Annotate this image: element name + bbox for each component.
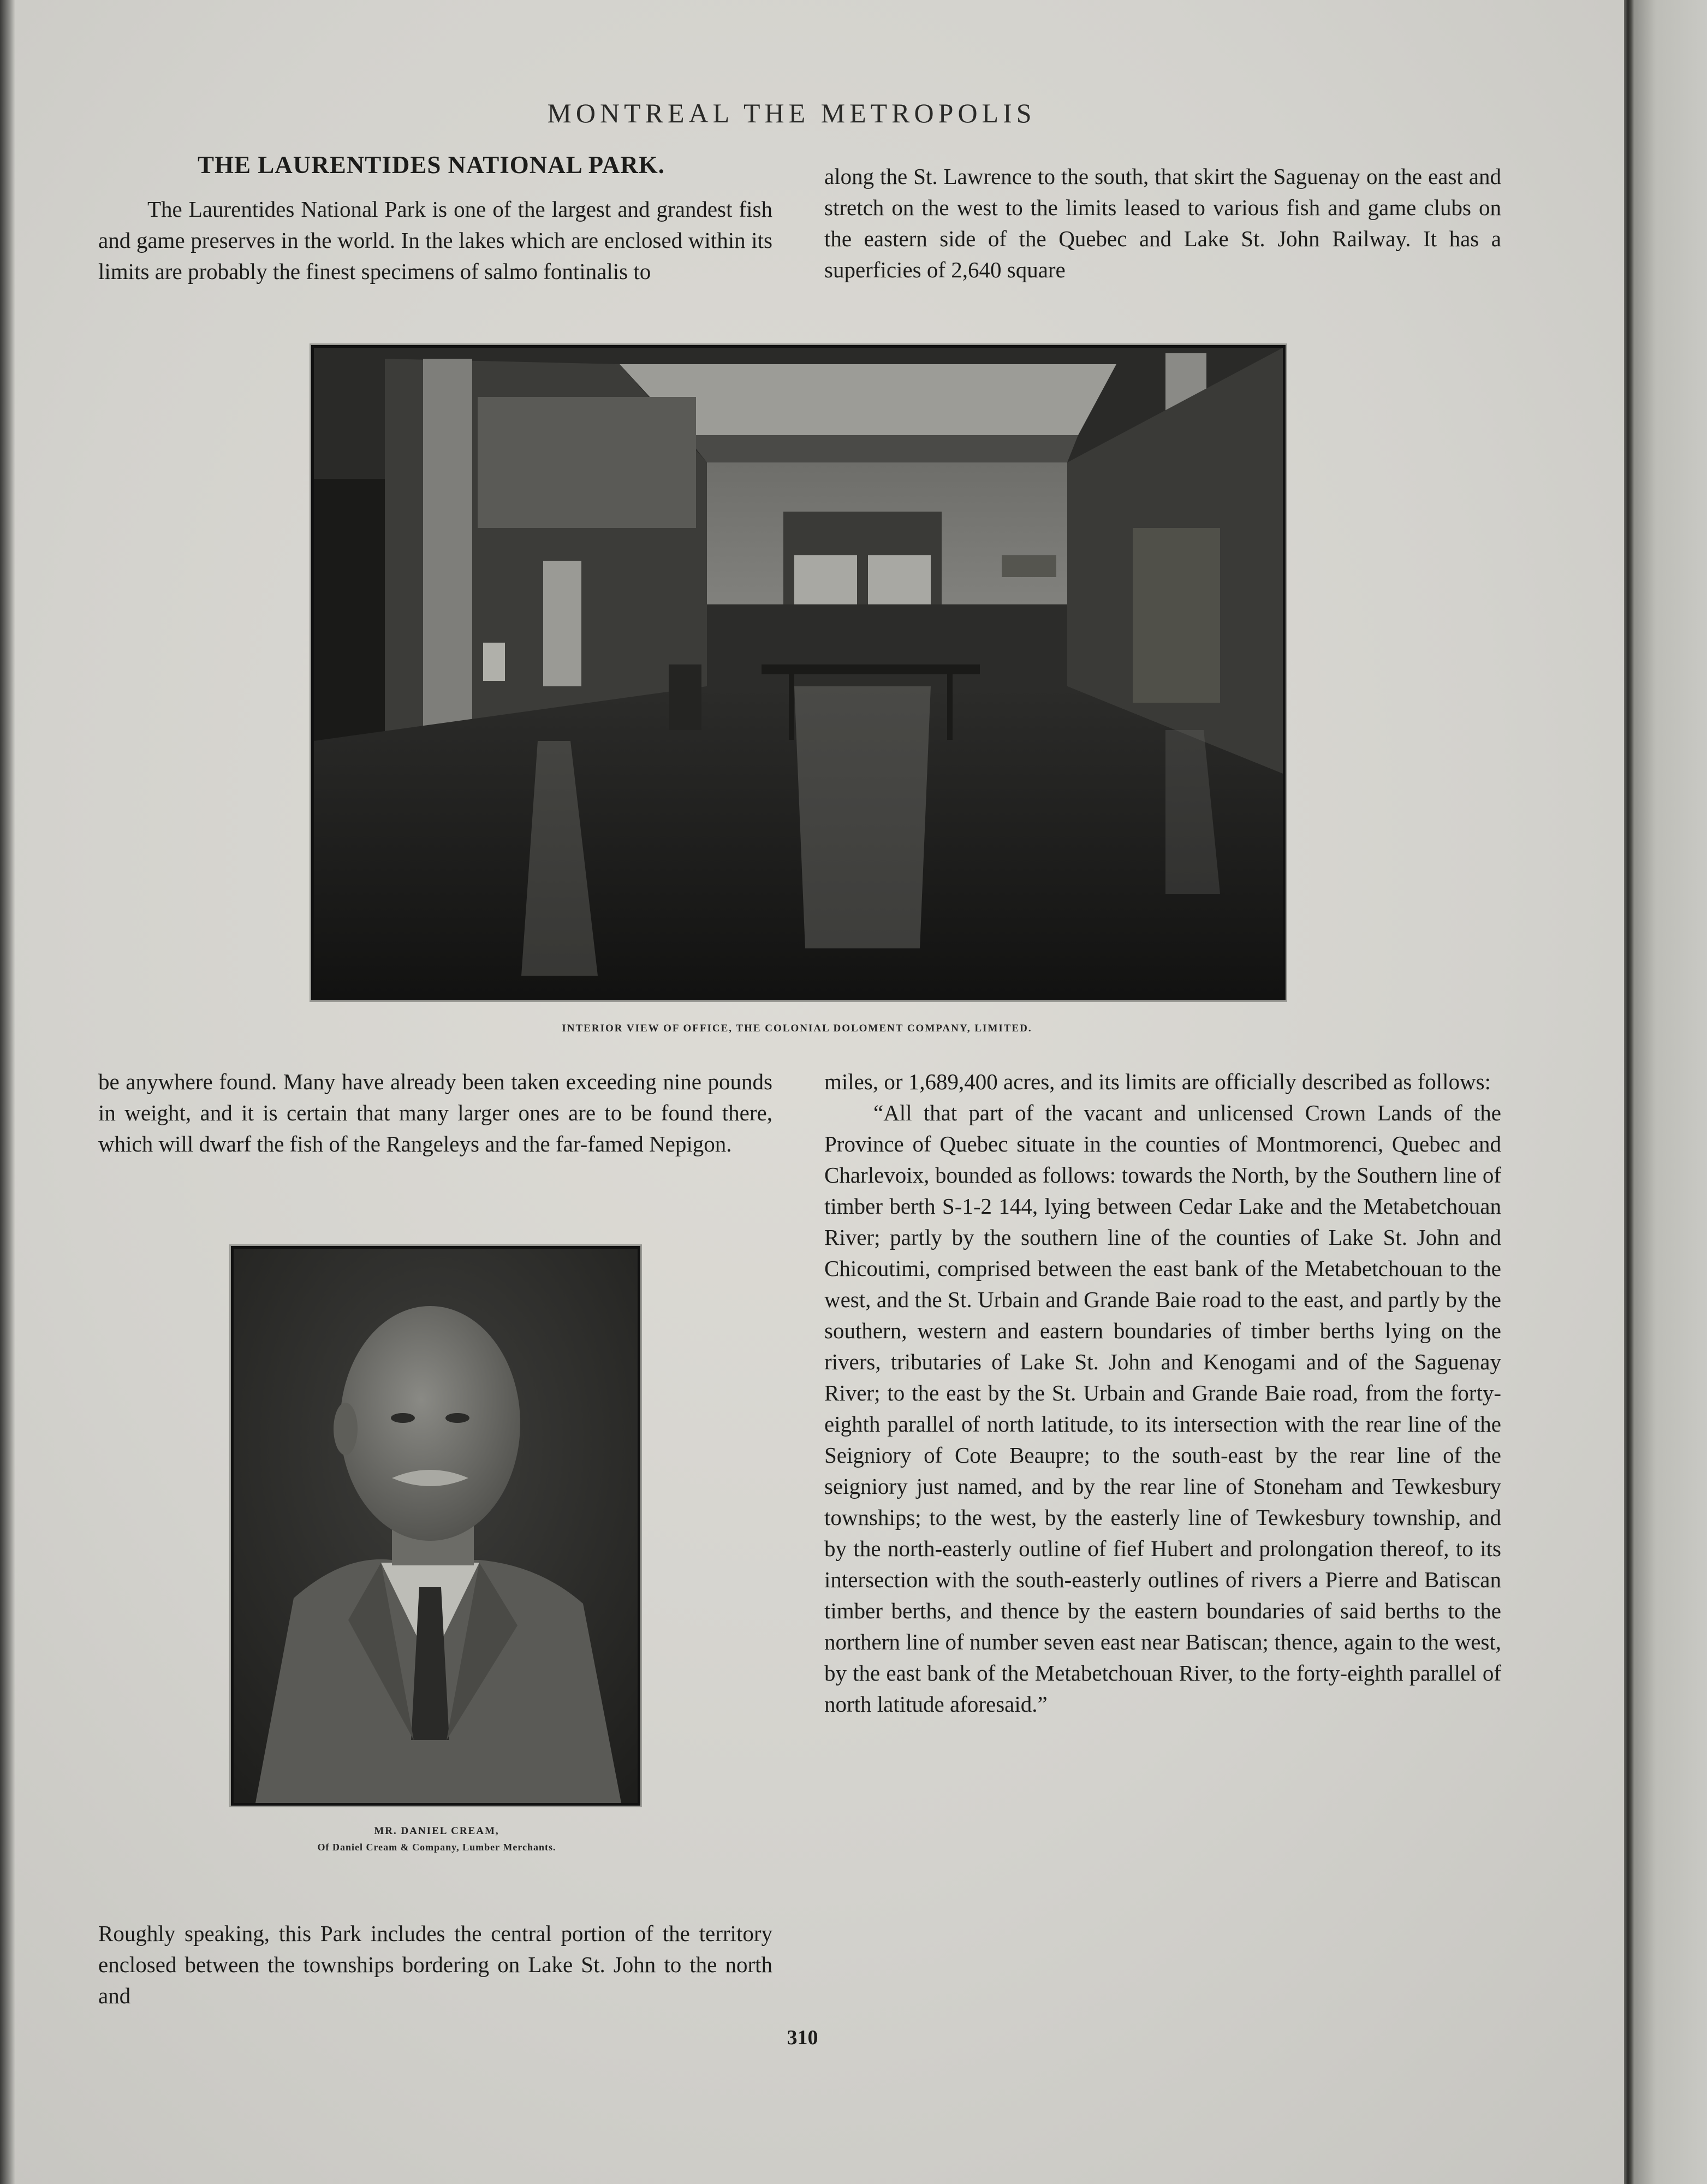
page-number: 310 <box>787 2026 818 2049</box>
right-column-top <box>824 161 1501 286</box>
page-binding-edge <box>1624 0 1634 2184</box>
left-page-edge <box>0 0 15 2184</box>
portrait-caption-description: Of Daniel Cream & Company, Lumber Merchants. <box>317 1842 556 1853</box>
left-column-top <box>98 194 772 287</box>
article-title: THE LAURENTIDES NATIONAL PARK. <box>198 151 665 179</box>
paragraph-official-limits-quote: “All that part of the vacant and unlicensed Crown Lands of the Province of Quebec situate in the counties of Montmorenci, Quebec and Charlevoix, bounded as follows: towards the North, by the Southern line of timber berth S-1-2 144, lying between Cedar Lake and the Metabetchouan River; partly by the southern line of the counties of Lake St. John and Chicoutimi, comprised between the east bank of the Metabetchouan to the west, and the St. Urbain and Grande Baie road to the east, and partly by the southern, western and eastern boundaries of timber berths lying on the rivers, tributaries of Lake St. John and Kenogami and of the Saguenay River; to the east by the St. Urbain and Grande Baie road, from the forty-eighth parallel of north latitude, to its intersection with the rear line of the Seigniory of Cote Beaupre; to the south-east by the rear line of the seigniory just named, and by the rear line of Stoneham and Tewkesbury townships; to the west, by the easterly line of Tewkesbury township, and by the north-easterly outline of fief Hubert and prolongation thereof, to its intersection with the south-easterly outlines of rivers a Pierre and Batiscan timber berths, and thence by the eastern boundaries of said berths to the northern line of number seven east near Batiscan; thence, again to the west, by the east bank of the Metabetchouan River, to the forty-eighth parallel of north latitude aforesaid.” <box>824 1100 1501 1717</box>
portrait-caption-name: MR. DANIEL CREAM, <box>374 1825 499 1837</box>
office-interior-photo <box>311 345 1286 1000</box>
office-interior-image <box>314 348 1283 998</box>
paragraph-intro: The Laurentides National Park is one of the largest and grandest fish and game preserves in the world. In the lakes which are enclosed within its limits are probably the finest specimens of salmo fontinalis to <box>98 197 772 284</box>
paragraph-park-territory: Roughly speaking, this Park includes the central portion of the territory enclosed between the townships bordering on Lake St. John to the north and <box>98 1921 772 2008</box>
running-head: MONTREAL THE METROPOLIS <box>547 98 1036 128</box>
portrait-photo <box>231 1246 640 1806</box>
left-column-middle <box>98 1066 772 1160</box>
adjacent-page-strip <box>1634 0 1707 2184</box>
paragraph-park-extent: along the St. Lawrence to the south, that skirt the Saguenay on the east and stretch on the west to the limits leased to various fish and game clubs on the eastern side of the Quebec and Lake St. John Railway. It has a superficies of 2,640 square <box>824 164 1501 282</box>
paragraph-fish-size: be anywhere found. Many have already been taken exceeding nine pounds in weight, and it is certain that many larger ones are to be found there, which will dwarf the fish of the Rangeleys and the far-famed Nepigon. <box>98 1069 772 1156</box>
left-column-bottom <box>98 1918 772 2011</box>
portrait-caption <box>218 1825 655 1853</box>
portrait-image <box>234 1249 638 1803</box>
right-column-middle <box>824 1066 1501 1720</box>
paragraph-acreage: miles, or 1,689,400 acres, and its limits are officially described as follows: <box>824 1069 1491 1094</box>
office-photo-caption: INTERIOR VIEW OF OFFICE, THE COLONIAL DOLOMENT COMPANY, LIMITED. <box>562 1023 1032 1034</box>
